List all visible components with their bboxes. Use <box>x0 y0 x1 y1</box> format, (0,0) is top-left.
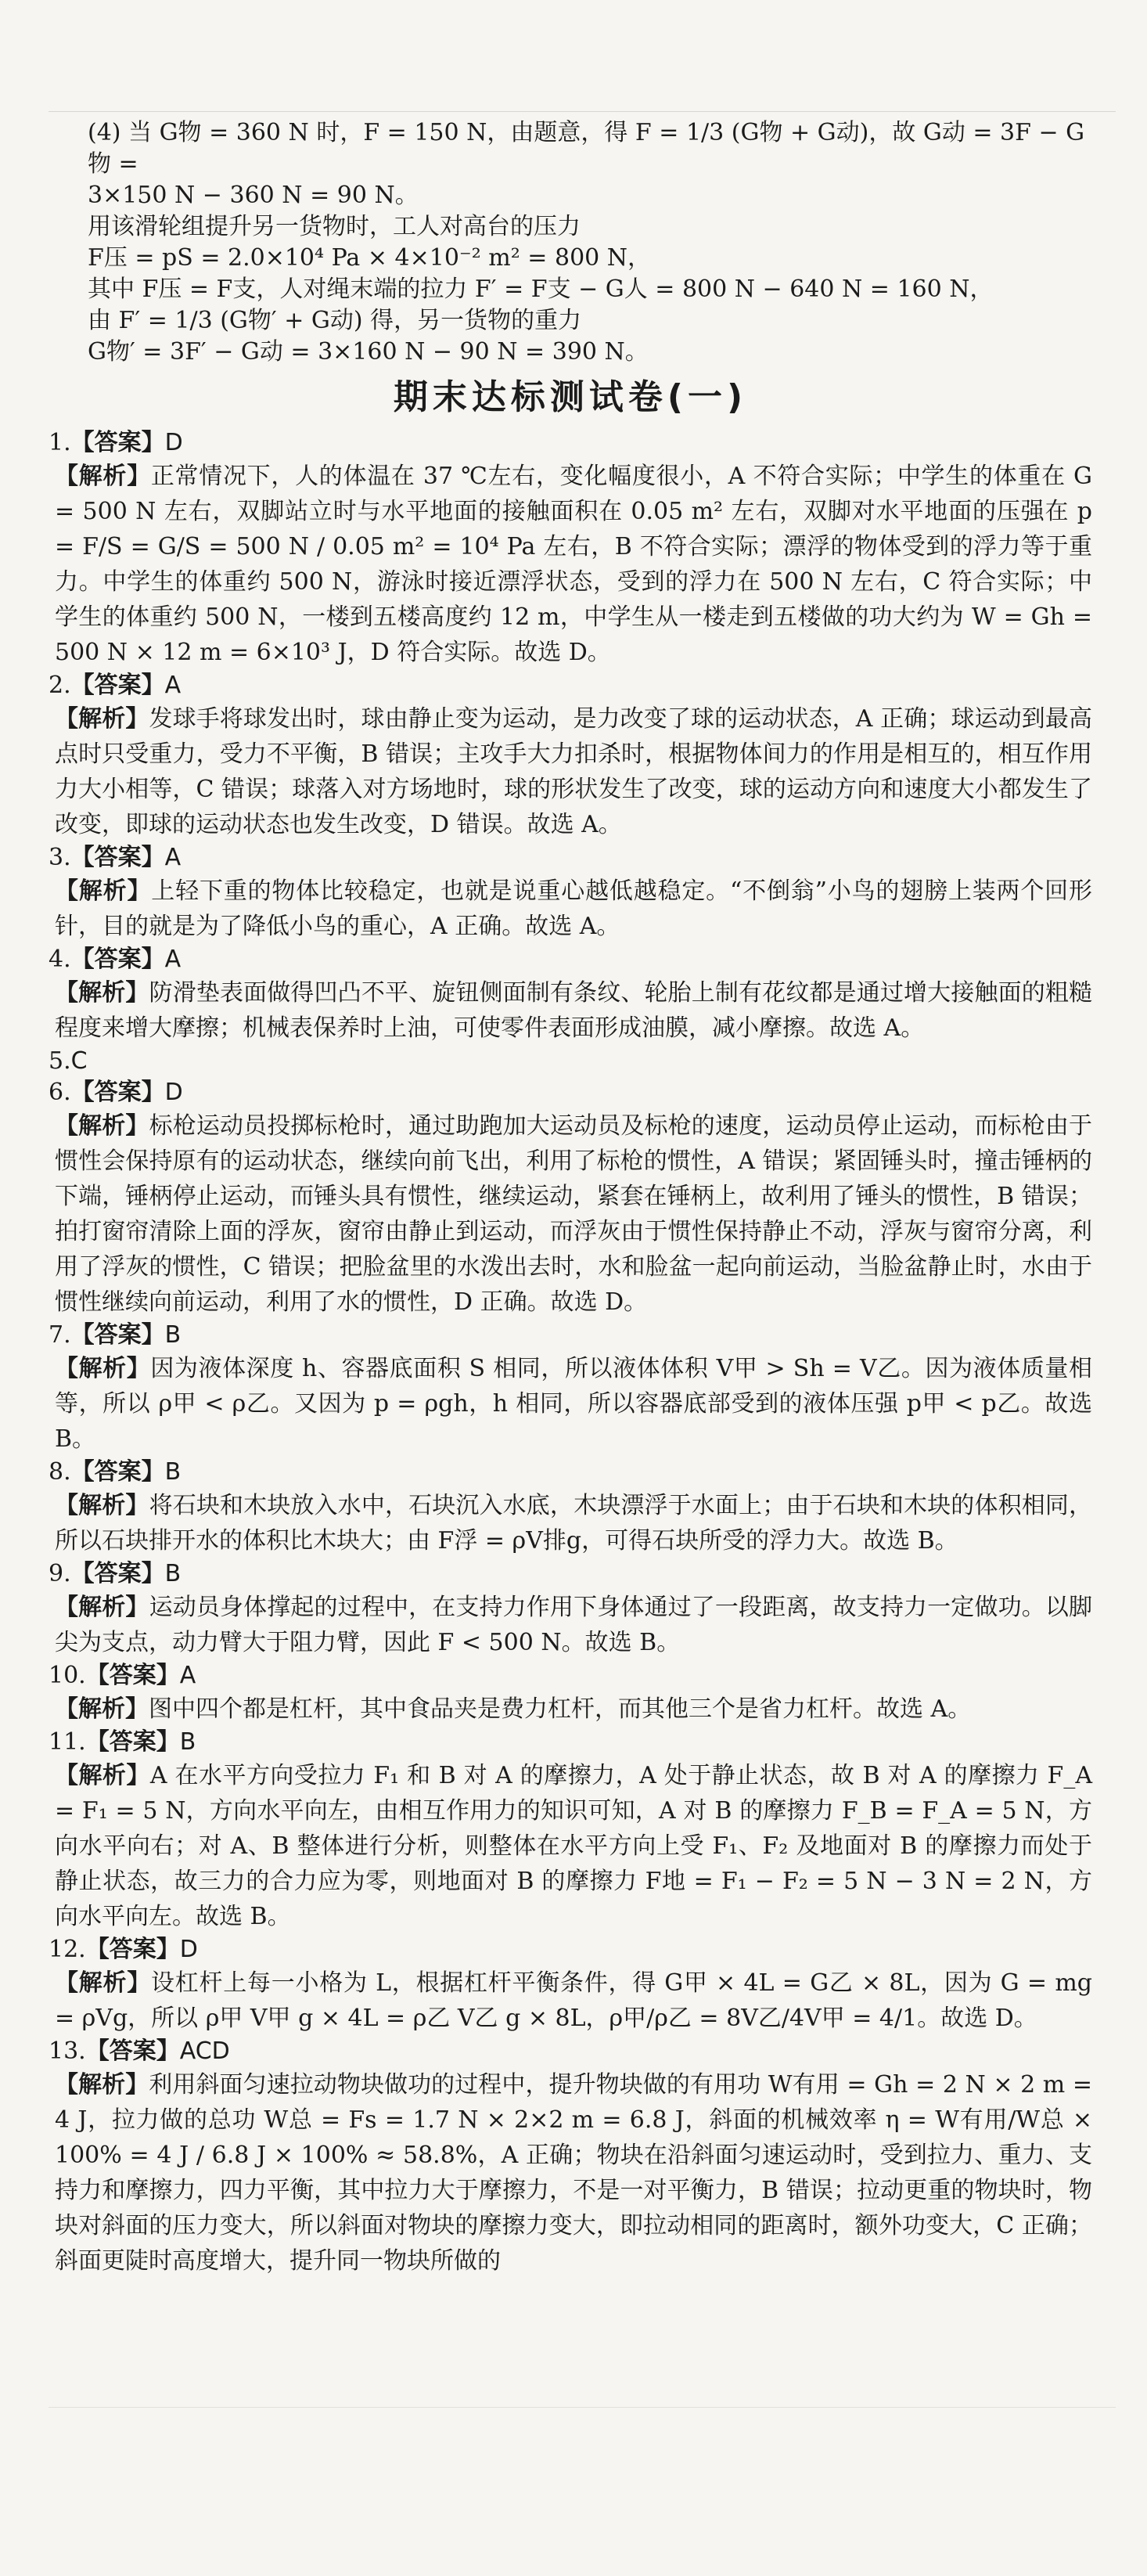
analysis-label: 【解析】 <box>55 1594 149 1621</box>
analysis-label: 【解析】 <box>55 1112 149 1140</box>
question-number: 5. <box>49 1047 71 1075</box>
answer-line <box>49 427 1092 459</box>
analysis-text: 运动员身体撑起的过程中，在支持力作用下身体通过了一段距离，故支持力一定做功。以脚尖为支点，动力臂大于阻力臂，因此 F < 500 N。故选 B。 <box>55 1594 1093 1656</box>
answer-line <box>49 944 1092 975</box>
analysis-paragraph <box>55 1488 1092 1558</box>
answer-line <box>49 1558 1092 1590</box>
answer-value: D <box>179 1936 198 1963</box>
question-list <box>49 427 1092 2279</box>
answer-value: B <box>164 1560 182 1587</box>
answer-label: 【答案】 <box>70 1560 165 1587</box>
intro-line: (4) 当 G物 = 360 N 时，F = 150 N，由题意，得 F = 1/3 (G物 + G动)，故 G动 = 3F − G物 = <box>88 119 1085 178</box>
analysis-label: 【解析】 <box>55 877 152 905</box>
answer-label: 【答案】 <box>85 1728 180 1756</box>
analysis-text: 正常情况下，人的体温在 37 ℃左右，变化幅度很小，A 不符合实际；中学生的体重在 G = 500 N 左右，双脚站立时与水平地面的接触面积在 0.05 m² 左右，双脚对水平地面的压强在 p = F/S = G/S = 500 N / 0.05 m² = 10⁴ Pa 左右，B 不符合实际；漂浮的物体受到的浮力等于重力。中学生的体重约 500 N，游泳时接近漂浮状态，受到的浮力在 500 N 左右，C 符合实际；中学生的体重约 500 N，一楼到五楼高度约 12 m，中学生从一楼走到五楼做的功大约为 W = Gh = 500 N × 12 m = 6×10³ J，D 符合实际。故选 D。 <box>55 463 1092 666</box>
analysis-label: 【解析】 <box>55 1762 150 1789</box>
answer-item <box>49 944 1092 1046</box>
answer-line <box>49 1046 1092 1077</box>
question-number: 8. <box>49 1458 71 1486</box>
analysis-label: 【解析】 <box>55 1355 151 1382</box>
answer-item <box>49 670 1092 842</box>
question-number: 3. <box>49 844 71 871</box>
analysis-paragraph <box>55 1351 1092 1457</box>
answer-item <box>49 1320 1092 1457</box>
answer-label: 【答案】 <box>70 1321 165 1349</box>
answer-item <box>49 1077 1092 1320</box>
answer-label: 【答案】 <box>70 946 165 973</box>
analysis-paragraph <box>55 1692 1092 1727</box>
intro-line: G物′ = 3F′ − G动 = 3×160 N − 90 N = 390 N。 <box>88 338 649 366</box>
answer-label: 【答案】 <box>70 844 165 871</box>
analysis-label: 【解析】 <box>55 463 151 490</box>
intro-line: 用该滑轮组提升另一货物时，工人对高台的压力 <box>88 213 581 240</box>
analysis-text: 发球手将球发出时，球由静止变为运动，是力改变了球的运动状态，A 正确；球运动到最高点时只受重力，受力不平衡，B 错误；主攻手大力扣杀时，根据物体间力的作用是相互的，相互作用力大小相等，C 错误；球落入对方场地时，球的形状发生了改变，球的运动方向和速度大小都发生了改变，即球的运动状态也发生改变，D 错误。故选 A。 <box>55 705 1093 838</box>
answer-line <box>49 1660 1092 1692</box>
intro-line: 3×150 N − 360 N = 90 N。 <box>88 182 419 209</box>
answer-label: 【答案】 <box>70 672 165 699</box>
analysis-label: 【解析】 <box>55 2071 149 2099</box>
intro-line: 由 F′ = 1/3 (G物′ + G动) 得，另一货物的重力 <box>88 307 582 334</box>
bottom-rule <box>49 2407 1116 2408</box>
answer-line <box>49 1457 1092 1488</box>
answer-line <box>49 1320 1092 1351</box>
answer-value: B <box>179 1728 196 1756</box>
question-number: 1. <box>49 429 71 456</box>
answer-label: 【答案】 <box>85 2037 180 2065</box>
analysis-text: 防滑垫表面做得凹凸不平、旋钮侧面制有条纹、轮胎上制有花纹都是通过增大接触面的粗糙程度来增大摩擦；机械表保养时上油，可使零件表面形成油膜，减小摩擦。故选 A。 <box>55 979 1093 1042</box>
analysis-label: 【解析】 <box>55 1969 152 1997</box>
intro-line: 其中 F压 = F支，人对绳末端的拉力 F′ = F支 − G人 = 800 N − 640 N = 160 N， <box>88 276 994 303</box>
answer-item <box>49 2036 1092 2279</box>
analysis-text: 标枪运动员投掷标枪时，通过助跑加大运动员及标枪的速度，运动员停止运动，而标枪由于惯性会保持原有的运动状态，继续向前飞出，利用了标枪的惯性，A 错误；紧固锤头时，撞击锤柄的下端，锤柄停止运动，而锤头具有惯性，继续运动，紧套在锤柄上，故利用了锤头的惯性，B 错误；拍打窗帘清除上面的浮灰，窗帘由静止到运动，而浮灰由于惯性保持静止不动，浮灰与窗帘分离，利用了浮灰的惯性，C 错误；把脸盆里的水泼出去时，水和脸盆一起向前运动，当脸盆静止时，水由于惯性继续向前运动，利用了水的惯性，D 正确。故选 D。 <box>55 1112 1093 1316</box>
answer-item <box>49 1046 1092 1077</box>
answer-value: C <box>70 1047 88 1075</box>
analysis-label: 【解析】 <box>55 979 149 1007</box>
question-number: 7. <box>49 1321 71 1349</box>
analysis-paragraph <box>55 1590 1092 1660</box>
answer-item <box>49 1660 1092 1727</box>
page-title: 期末达标测试卷(一) <box>393 377 748 417</box>
answer-value: B <box>164 1458 182 1486</box>
answer-line <box>49 2036 1092 2067</box>
analysis-paragraph <box>55 2067 1092 2279</box>
analysis-text: 图中四个都是杠杆，其中食品夹是费力杠杆，而其他三个是省力杠杆。故选 A。 <box>149 1695 972 1723</box>
answer-line <box>49 1727 1092 1758</box>
answer-line <box>49 670 1092 701</box>
previous-answer-continuation <box>49 117 1092 368</box>
answer-item <box>49 1558 1092 1660</box>
bottom-margin <box>0 2404 1147 2576</box>
answer-value: A <box>164 672 182 699</box>
question-number: 12. <box>49 1936 86 1963</box>
analysis-text: 利用斜面匀速拉动物块做功的过程中，提升物块做的有用功 W有用 = Gh = 2 N × 2 m = 4 J，拉力做的总功 W总 = Fs = 1.7 N × 2×2 m = 6.8 J，斜面的机械效率 η = W有用/W总 × 100% = 4 J / 6.8 J × 100% ≈ 58.8%，A 正确；物块在沿斜面匀速运动时，受到拉力、重力、支持力和摩擦力，四力平衡，其中拉力大于摩擦力，不是一对平衡力，B 错误；拉动更重的物块时，物块对斜面的压力变大，所以斜面对物块的摩擦力变大，即拉动相同的距离时，额外功变大，C 正确；斜面更陡时高度增大，提升同一物块所做的 <box>55 2071 1093 2275</box>
answer-line <box>49 842 1092 874</box>
top-rule <box>49 111 1116 112</box>
answer-label: 【答案】 <box>85 1936 180 1963</box>
analysis-paragraph <box>55 1108 1092 1320</box>
analysis-paragraph <box>55 1758 1092 1934</box>
analysis-label: 【解析】 <box>55 705 149 733</box>
answer-label: 【答案】 <box>70 1458 165 1486</box>
analysis-paragraph <box>55 874 1092 944</box>
analysis-label: 【解析】 <box>55 1492 149 1519</box>
answer-item <box>49 1727 1092 1934</box>
intro-line: F压 = pS = 2.0×10⁴ Pa × 4×10⁻² m² = 800 N， <box>88 244 652 272</box>
answer-line <box>49 1077 1092 1108</box>
analysis-paragraph <box>55 1965 1092 2036</box>
question-number: 9. <box>49 1560 71 1587</box>
answer-value: ACD <box>179 2037 230 2065</box>
analysis-paragraph <box>55 975 1092 1046</box>
analysis-text: 设杠杆上每一小格为 L，根据杠杆平衡条件，得 G甲 × 4L = G乙 × 8L，因为 G = mg = ρVg，所以 ρ甲 V甲 g × 4L = ρ乙 V乙 g × 8L，ρ甲/ρ乙 = 8V乙/4V甲 = 4/1。故选 D。 <box>55 1969 1093 2032</box>
question-number: 6. <box>49 1079 71 1106</box>
analysis-paragraph <box>55 701 1092 842</box>
question-number: 13. <box>49 2037 86 2065</box>
answer-item <box>49 1457 1092 1558</box>
analysis-text: 上轻下重的物体比较稳定，也就是说重心越低越稳定。“不倒翁”小鸟的翅膀上装两个回形针，目的就是为了降低小鸟的重心，A 正确。故选 A。 <box>55 877 1092 940</box>
answer-label: 【答案】 <box>70 429 165 456</box>
question-number: 10. <box>49 1662 86 1689</box>
analysis-text: 因为液体深度 h、容器底面积 S 相同，所以液体体积 V甲 > Sh = V乙。因为液体质量相等，所以 ρ甲 < ρ乙。又因为 p = ρgh，h 相同，所以容器底部受到的液体压强 p甲 < p乙。故选 B。 <box>55 1355 1092 1453</box>
analysis-text: A 在水平方向受拉力 F₁ 和 B 对 A 的摩擦力，A 处于静止状态，故 B 对 A 的摩擦力 F_A = F₁ = 5 N，方向水平向左，由相互作用力的知识可知，A 对 B 的摩擦力 F_B = F_A = 5 N，方向水平向右；对 A、B 整体进行分析，则整体在水平方向上受 F₁、F₂ 及地面对 B 的摩擦力而处于静止状态，故三力的合力应为零，则地面对 B 的摩擦力 F地 = F₁ − F₂ = 5 N − 3 N = 2 N，方向水平向左。故选 B。 <box>55 1762 1093 1930</box>
answer-value: A <box>164 946 182 973</box>
answer-item <box>49 427 1092 670</box>
question-number: 11. <box>49 1728 86 1756</box>
answer-value: A <box>179 1662 196 1689</box>
question-number: 4. <box>49 946 71 973</box>
answer-item <box>49 842 1092 944</box>
question-number: 2. <box>49 672 71 699</box>
answer-label: 【答案】 <box>70 1079 165 1106</box>
analysis-text: 将石块和木块放入水中，石块沉入水底，木块漂浮于水面上；由于石块和木块的体积相同，所以石块排开水的体积比木块大；由 F浮 = ρV排g，可得石块所受的浮力大。故选 B。 <box>55 1492 1093 1555</box>
answer-value: D <box>164 429 183 456</box>
analysis-label: 【解析】 <box>55 1695 149 1723</box>
answer-value: B <box>164 1321 182 1349</box>
answer-line <box>49 1934 1092 1965</box>
answer-value: A <box>164 844 182 871</box>
answer-value: D <box>164 1079 183 1106</box>
answer-item <box>49 1934 1092 2036</box>
answer-label: 【答案】 <box>85 1662 180 1689</box>
analysis-paragraph <box>55 459 1092 670</box>
